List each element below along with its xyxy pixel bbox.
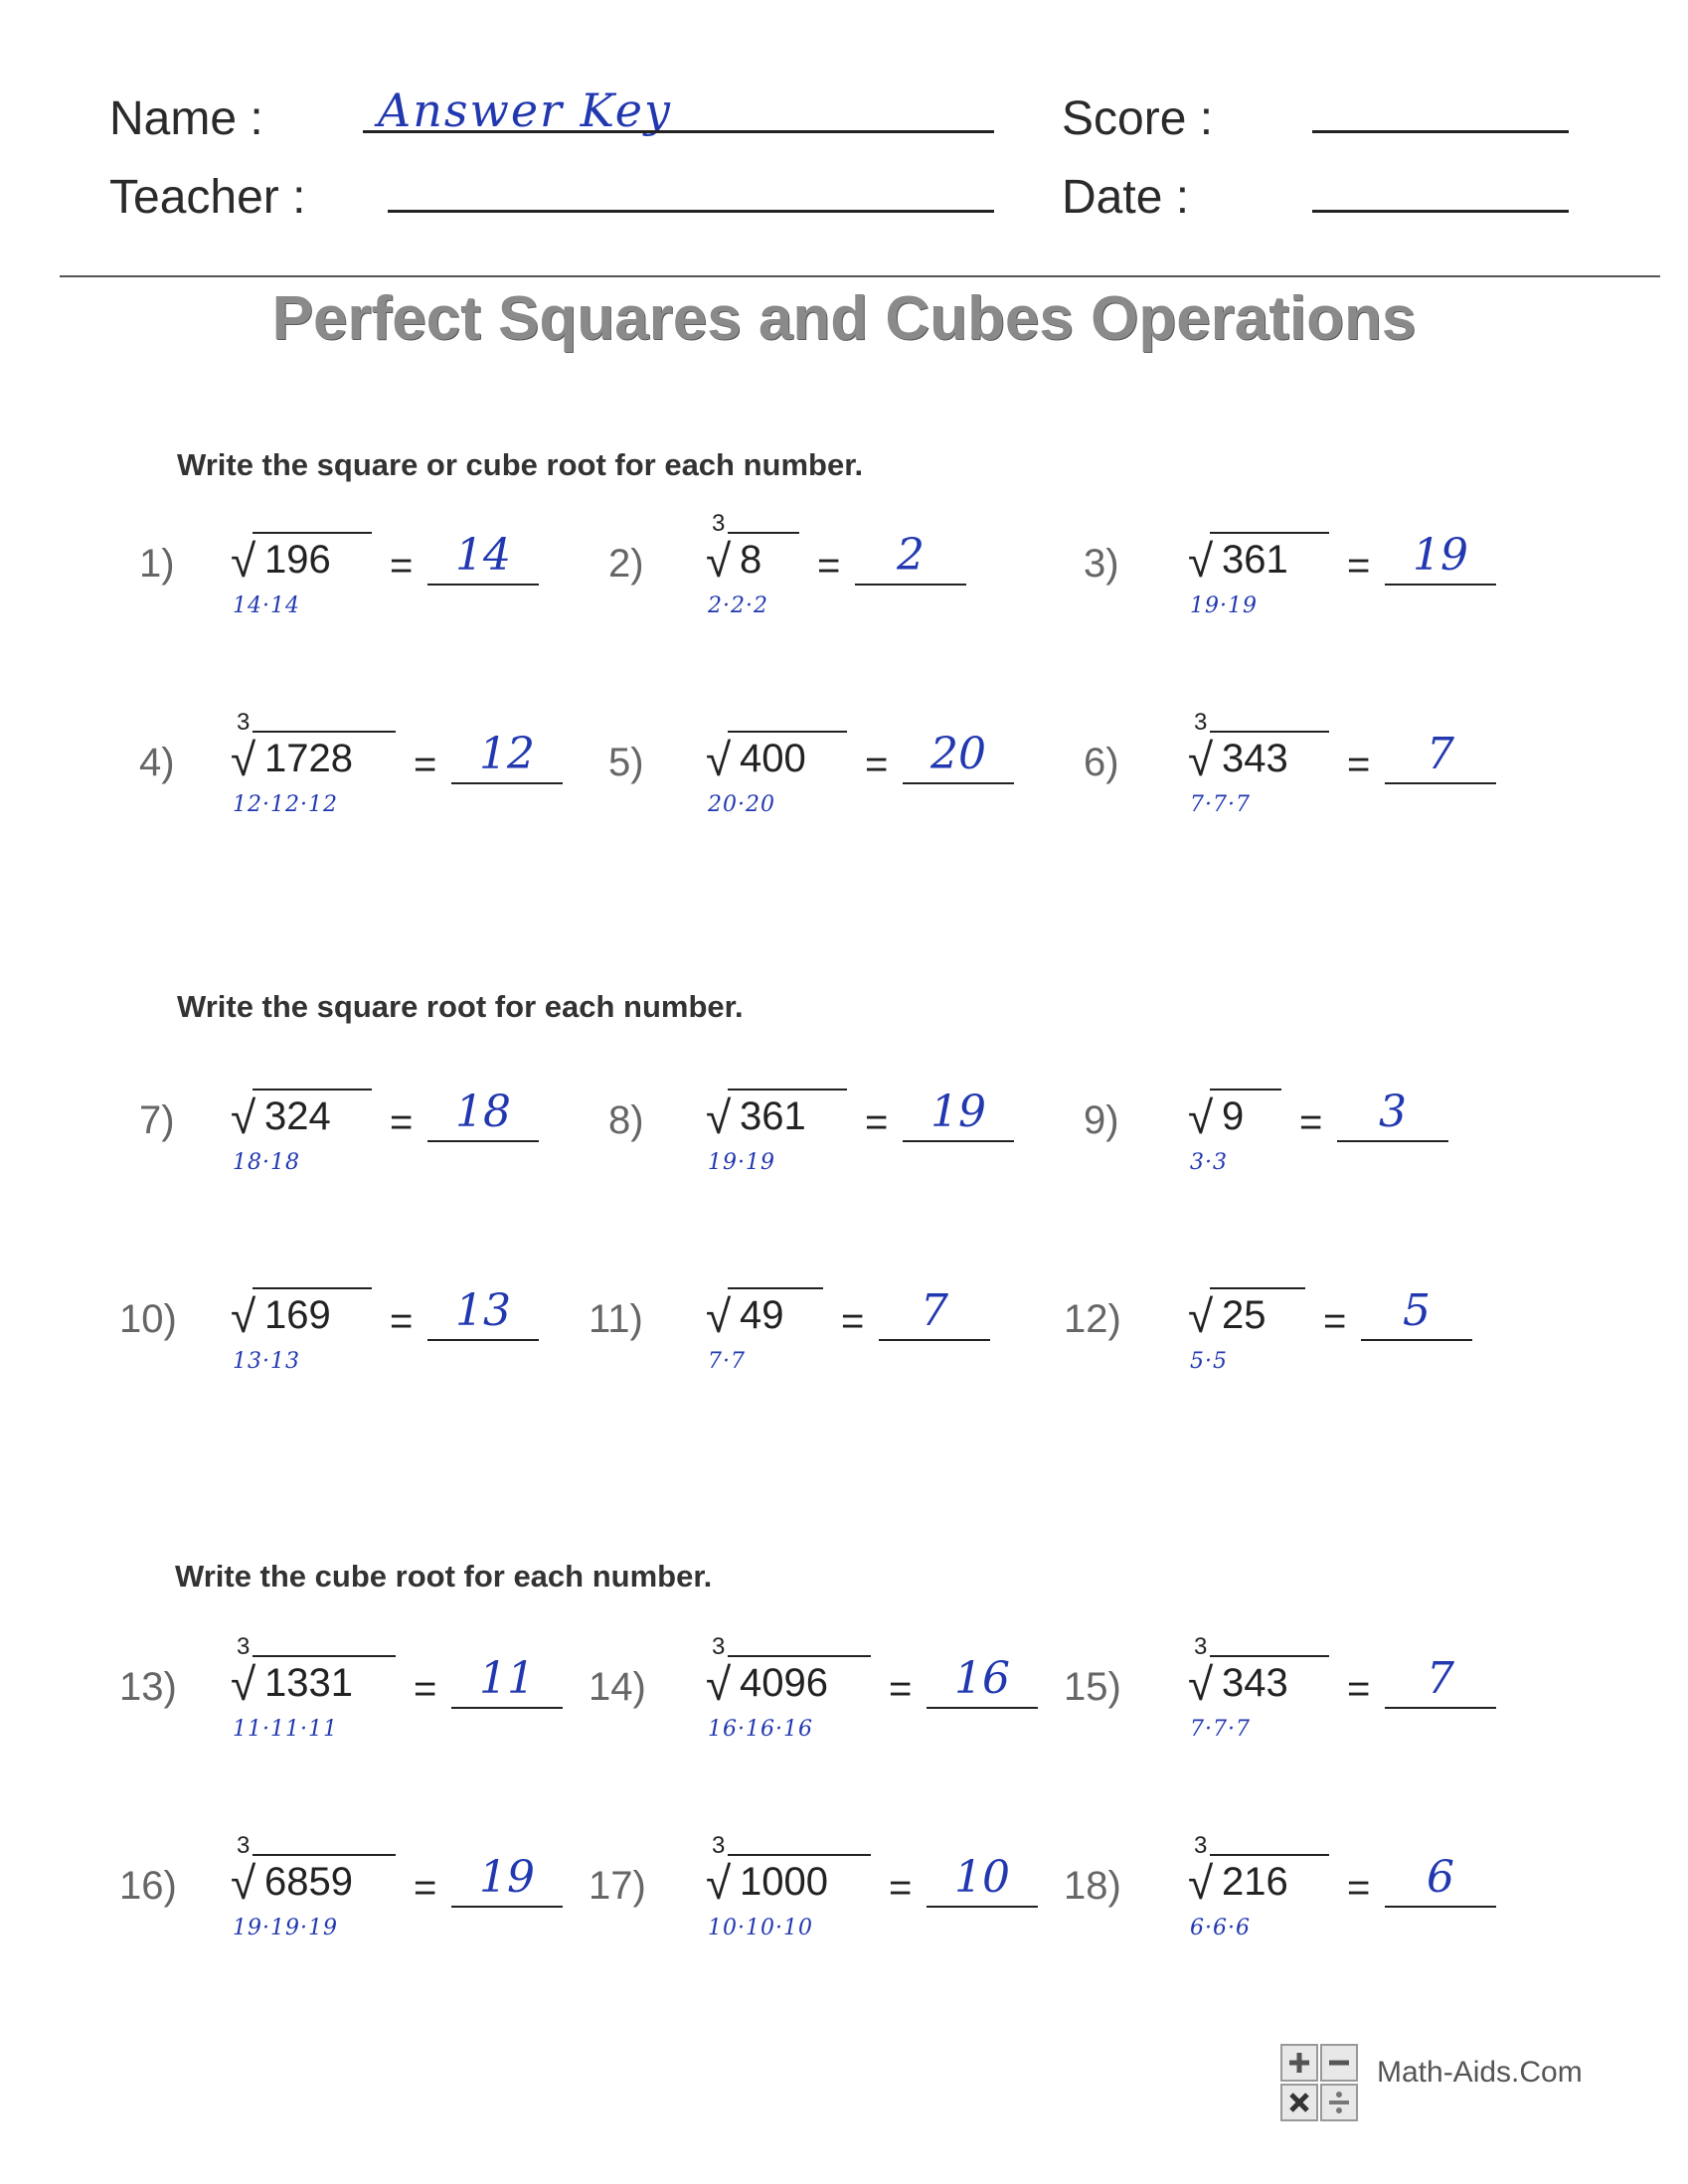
answer-line[interactable]: [1385, 584, 1496, 586]
radicand: 49: [740, 1293, 784, 1337]
problem-number: 14): [589, 1665, 646, 1709]
teacher-label: Teacher :: [109, 171, 306, 224]
cube-root-expression: [231, 1633, 396, 1715]
radical-sign: √: [231, 535, 256, 587]
radicand: 1728: [264, 737, 353, 780]
root-index: 3: [1194, 1633, 1208, 1660]
square-root-expression: [706, 1089, 847, 1148]
section-1-instruction: Write the square or cube root for each number.: [177, 447, 864, 482]
answer-line[interactable]: [1385, 782, 1496, 784]
handwritten-answer[interactable]: 12: [479, 729, 535, 779]
name-field[interactable]: Answer Key: [378, 84, 672, 137]
problem-number: 4): [139, 741, 175, 784]
equals-sign: =: [390, 1299, 414, 1343]
radicand: 1000: [740, 1860, 828, 1904]
square-root-expression: [231, 532, 372, 591]
answer-line[interactable]: [451, 782, 563, 784]
problem-number: 3): [1084, 542, 1119, 586]
radicand: 216: [1222, 1860, 1288, 1904]
problem-number: 18): [1064, 1864, 1121, 1908]
radicand: 25: [1222, 1293, 1266, 1337]
equals-sign: =: [1299, 1100, 1323, 1144]
answer-line[interactable]: [879, 1339, 990, 1341]
radical-sign: √: [1188, 535, 1214, 587]
vinculum: [728, 1854, 871, 1856]
handwritten-answer[interactable]: 16: [954, 1653, 1010, 1704]
handwritten-answer[interactable]: 11: [479, 1653, 535, 1704]
handwritten-work: 19·19: [708, 1150, 775, 1175]
answer-line[interactable]: [1385, 1906, 1496, 1908]
date-label: Date :: [1062, 171, 1190, 224]
vinculum: [728, 1287, 823, 1289]
problem-number: 13): [119, 1665, 177, 1709]
cube-root-expression: [1188, 1832, 1329, 1914]
vinculum: [253, 1287, 372, 1289]
handwritten-work: 18·18: [233, 1150, 300, 1175]
vinculum: [1210, 532, 1329, 534]
radical-sign: √: [231, 734, 256, 785]
equals-sign: =: [1347, 1667, 1371, 1711]
answer-line[interactable]: [927, 1906, 1038, 1908]
problem-number: 9): [1084, 1098, 1119, 1142]
equals-sign: =: [817, 544, 841, 588]
handwritten-answer[interactable]: 10: [954, 1852, 1010, 1903]
root-index: 3: [237, 1633, 251, 1660]
radical-sign: √: [1188, 1857, 1214, 1909]
handwritten-answer[interactable]: 7: [1427, 729, 1454, 779]
cube-root-expression: [706, 1633, 871, 1715]
handwritten-answer[interactable]: 6: [1427, 1852, 1454, 1903]
vinculum: [728, 1655, 871, 1657]
handwritten-work: 11·11·11: [233, 1717, 338, 1742]
radical-sign: √: [706, 1857, 732, 1909]
cube-root-expression: [706, 1832, 871, 1914]
problem-number: 16): [119, 1864, 177, 1908]
square-root-expression: [231, 1287, 372, 1347]
problem-number: 2): [608, 542, 644, 586]
answer-line[interactable]: [427, 1140, 539, 1142]
footer-brand: Math-Aids.Com: [1377, 2056, 1583, 2089]
handwritten-work: 5·5: [1190, 1349, 1228, 1374]
handwritten-answer[interactable]: 19: [479, 1852, 535, 1903]
root-index: 3: [1194, 1832, 1208, 1859]
answer-line[interactable]: [927, 1707, 1038, 1709]
radical-sign: √: [1188, 1092, 1214, 1143]
vinculum: [253, 1655, 396, 1657]
radical-sign: √: [231, 1092, 256, 1143]
vinculum: [728, 1089, 847, 1091]
problem-number: 7): [139, 1098, 175, 1142]
vinculum: [1210, 1287, 1305, 1289]
vinculum: [1210, 1854, 1329, 1856]
root-index: 3: [712, 510, 726, 537]
radicand: 1331: [264, 1661, 353, 1705]
score-field-line[interactable]: [1312, 130, 1569, 133]
answer-line[interactable]: [451, 1906, 563, 1908]
radicand: 9: [1222, 1094, 1245, 1138]
equals-sign: =: [414, 1667, 437, 1711]
equals-sign: =: [865, 1100, 889, 1144]
radical-sign: √: [706, 1658, 732, 1710]
handwritten-answer[interactable]: 18: [455, 1087, 511, 1137]
handwritten-answer[interactable]: 19: [930, 1087, 986, 1137]
handwritten-work: 2·2·2: [708, 593, 768, 618]
name-label: Name :: [109, 92, 263, 145]
answer-line[interactable]: [427, 584, 539, 586]
radical-sign: √: [706, 1290, 732, 1342]
section-3-instruction: Write the cube root for each number.: [175, 1559, 713, 1594]
handwritten-answer[interactable]: 19: [1413, 530, 1468, 581]
handwritten-answer[interactable]: 2: [897, 530, 925, 581]
handwritten-answer[interactable]: 20: [930, 729, 986, 779]
square-root-expression: [1188, 1287, 1305, 1347]
vinculum: [253, 532, 372, 534]
equals-sign: =: [414, 743, 437, 786]
radical-sign: √: [231, 1857, 256, 1909]
equals-sign: =: [841, 1299, 865, 1343]
handwritten-work: 19·19·19: [233, 1916, 338, 1940]
problem-number: 17): [589, 1864, 646, 1908]
radical-sign: √: [706, 734, 732, 785]
cube-root-expression: [231, 709, 396, 790]
radicand: 196: [264, 538, 331, 582]
radical-sign: √: [231, 1658, 256, 1710]
handwritten-work: 7·7·7: [1190, 1717, 1251, 1742]
handwritten-work: 16·16·16: [708, 1717, 813, 1742]
square-root-expression: [1188, 532, 1329, 591]
radical-sign: √: [706, 1092, 732, 1143]
answer-line[interactable]: [1361, 1339, 1472, 1341]
radicand: 361: [1222, 538, 1288, 582]
equals-sign: =: [1347, 743, 1371, 786]
equals-sign: =: [889, 1667, 913, 1711]
equals-sign: =: [1323, 1299, 1347, 1343]
name-field-line: [363, 130, 994, 133]
equals-sign: =: [390, 544, 414, 588]
problem-number: 15): [1064, 1665, 1121, 1709]
handwritten-work: 19·19: [1190, 593, 1258, 618]
handwritten-answer[interactable]: 13: [455, 1285, 511, 1336]
vinculum: [1210, 731, 1329, 733]
answer-line[interactable]: [855, 584, 966, 586]
handwritten-work: 10·10·10: [708, 1916, 813, 1940]
handwritten-answer[interactable]: 5: [1403, 1285, 1431, 1336]
problem-number: 8): [608, 1098, 644, 1142]
handwritten-work: 13·13: [233, 1349, 300, 1374]
square-root-expression: [1188, 1089, 1281, 1148]
radicand: 324: [264, 1094, 331, 1138]
equals-sign: =: [390, 1100, 414, 1144]
problem-number: 11): [589, 1297, 643, 1341]
radical-sign: √: [1188, 1290, 1214, 1342]
page-title: Perfect Squares and Cubes Operations: [271, 284, 1417, 353]
teacher-field-line[interactable]: [388, 210, 994, 213]
answer-line[interactable]: [903, 1140, 1014, 1142]
handwritten-work: 7·7: [708, 1349, 746, 1374]
radicand: 6859: [264, 1860, 353, 1904]
vinculum: [728, 532, 799, 534]
equals-sign: =: [889, 1866, 913, 1910]
problem-number: 1): [139, 542, 175, 586]
square-root-expression: [231, 1089, 372, 1148]
vinculum: [253, 1089, 372, 1091]
handwritten-answer[interactable]: 14: [455, 530, 511, 581]
vinculum: [253, 1854, 396, 1856]
radicand: 8: [740, 538, 762, 582]
score-label: Score :: [1062, 92, 1214, 145]
root-index: 3: [1194, 709, 1208, 736]
section-2-instruction: Write the square root for each number.: [177, 989, 744, 1024]
equals-sign: =: [1347, 544, 1371, 588]
cube-root-expression: [1188, 709, 1329, 790]
answer-line[interactable]: [451, 1707, 563, 1709]
cube-root-expression: [231, 1832, 396, 1914]
handwritten-answer[interactable]: 7: [921, 1285, 948, 1336]
handwritten-answer[interactable]: 7: [1427, 1653, 1454, 1704]
radical-sign: √: [1188, 734, 1214, 785]
date-field-line[interactable]: [1312, 210, 1569, 213]
handwritten-work: 20·20: [708, 792, 775, 817]
answer-line[interactable]: [903, 782, 1014, 784]
radical-sign: √: [706, 535, 732, 587]
calculator-icon: [1279, 2043, 1359, 2122]
root-index: 3: [237, 709, 251, 736]
square-root-expression: [706, 731, 847, 790]
problem-number: 6): [1084, 741, 1119, 784]
radicand: 343: [1222, 737, 1288, 780]
radicand: 169: [264, 1293, 331, 1337]
radical-sign: √: [1188, 1658, 1214, 1710]
radicand: 4096: [740, 1661, 828, 1705]
vinculum: [728, 731, 847, 733]
vinculum: [253, 731, 396, 733]
header-divider: [60, 275, 1660, 277]
handwritten-work: 12·12·12: [233, 792, 338, 817]
handwritten-work: 3·3: [1190, 1150, 1228, 1175]
handwritten-work: 14·14: [233, 593, 300, 618]
root-index: 3: [237, 1832, 251, 1859]
problem-number: 12): [1064, 1297, 1121, 1341]
vinculum: [1210, 1089, 1281, 1091]
answer-line[interactable]: [427, 1339, 539, 1341]
answer-line[interactable]: [1385, 1707, 1496, 1709]
problem-number: 10): [119, 1297, 177, 1341]
handwritten-work: 7·7·7: [1190, 792, 1251, 817]
handwritten-answer[interactable]: 3: [1379, 1087, 1407, 1137]
handwritten-work: 6·6·6: [1190, 1916, 1251, 1940]
root-index: 3: [712, 1832, 726, 1859]
square-root-expression: [706, 1287, 823, 1347]
answer-line[interactable]: [1337, 1140, 1448, 1142]
root-index: 3: [712, 1633, 726, 1660]
radicand: 361: [740, 1094, 806, 1138]
cube-root-expression: [706, 510, 799, 591]
radicand: 343: [1222, 1661, 1288, 1705]
equals-sign: =: [414, 1866, 437, 1910]
equals-sign: =: [865, 743, 889, 786]
radicand: 400: [740, 737, 806, 780]
problem-number: 5): [608, 741, 644, 784]
vinculum: [1210, 1655, 1329, 1657]
radical-sign: √: [231, 1290, 256, 1342]
cube-root-expression: [1188, 1633, 1329, 1715]
equals-sign: =: [1347, 1866, 1371, 1910]
